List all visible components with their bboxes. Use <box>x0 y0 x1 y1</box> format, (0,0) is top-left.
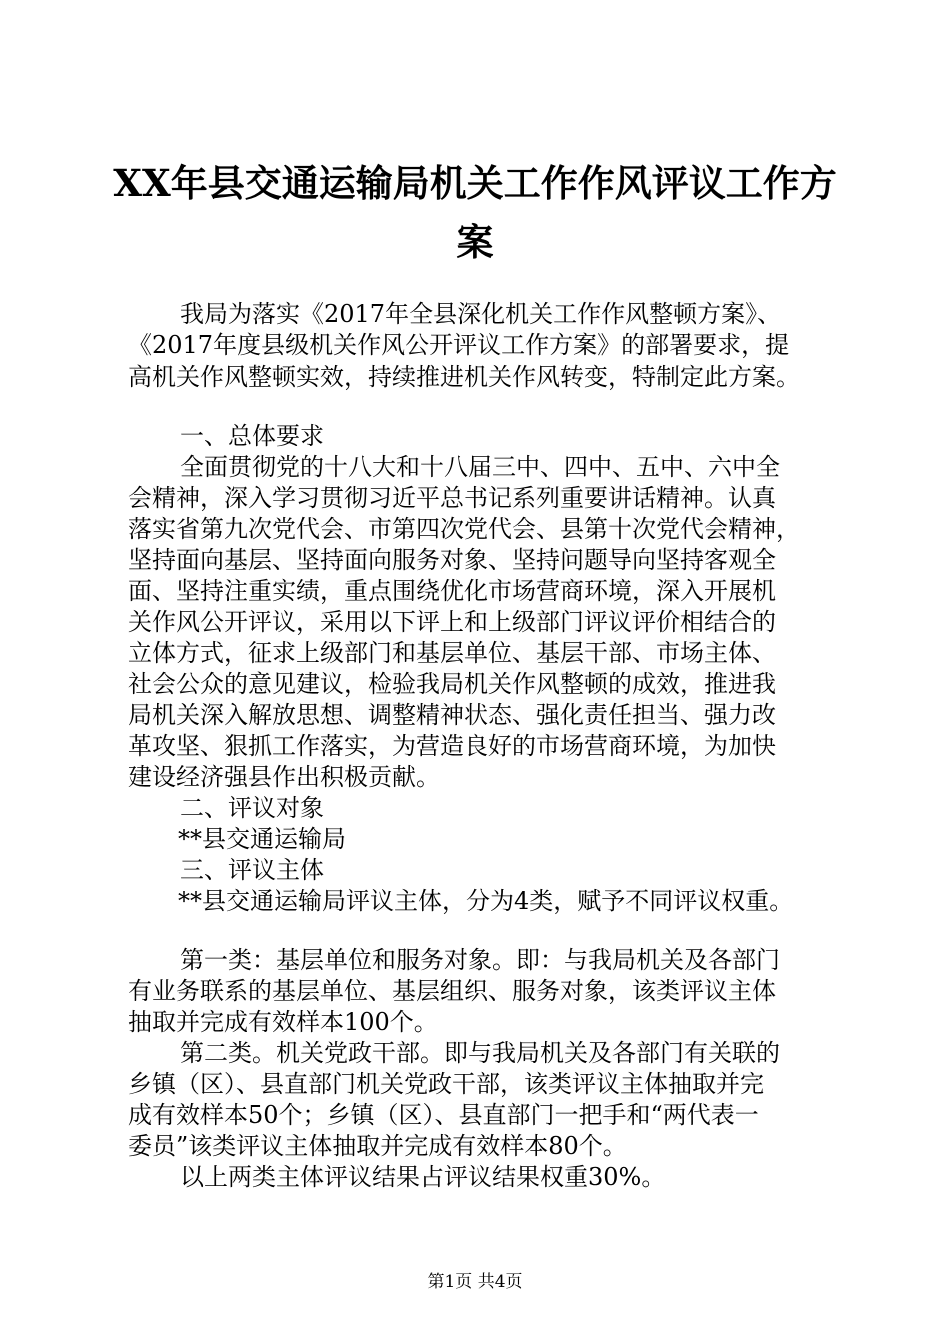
evaluation-target-text: **县交通运输局 <box>178 825 346 853</box>
evaluation-subject-summary: **县交通运输局评议主体，分为4类，赋予不同评议权重。 <box>178 887 794 915</box>
weight-summary-line: 以上两类主体评议结果占评议结果权重30%。 <box>180 1163 666 1191</box>
general-requirements-line: 面、坚持注重实绩，重点围绕优化市场营商环境，深入开展机 <box>128 577 776 605</box>
category-two-line: 第二类。机关党政干部。即与我局机关及各部门有关联的 <box>180 1039 780 1067</box>
page-number-footer: 第1页 共4页 <box>427 1272 523 1292</box>
document-title-line-1: XX年县交通运输局机关工作作风评议工作方 <box>113 161 837 205</box>
general-requirements-line: 革攻坚、狠抓工作落实，为营造良好的市场营商环境，为加快 <box>128 732 776 760</box>
general-requirements-line: 局机关深入解放思想、调整精神状态、强化责任担当、强力改 <box>128 701 776 729</box>
section-heading-evaluation-subject: 三、评议主体 <box>180 856 324 884</box>
general-requirements-line: 落实省第九次党代会、市第四次党代会、县第十次党代会精神， <box>128 515 800 543</box>
category-one-line: 第一类：基层单位和服务对象。即：与我局机关及各部门 <box>180 946 780 974</box>
section-heading-general-requirements: 一、总体要求 <box>180 422 324 450</box>
intro-paragraph-line: 高机关作风整顿实效，持续推进机关作风转变，特制定此方案。 <box>128 363 800 391</box>
section-heading-evaluation-target: 二、评议对象 <box>180 794 324 822</box>
document-title-line-2: 案 <box>456 220 494 264</box>
general-requirements-line: 坚持面向基层、坚持面向服务对象、坚持问题导向坚持客观全 <box>128 546 776 574</box>
general-requirements-line: 会精神，深入学习贯彻习近平总书记系列重要讲话精神。认真 <box>128 484 776 512</box>
category-one-line: 抽取并完成有效样本100个。 <box>128 1008 438 1036</box>
general-requirements-line: 建设经济强县作出积极贡献。 <box>128 763 440 791</box>
category-two-line: 乡镇（区）、县直部门机关党政干部，该类评议主体抽取并完 <box>128 1070 764 1098</box>
general-requirements-line: 立体方式，征求上级部门和基层单位、基层干部、市场主体、 <box>128 639 776 667</box>
general-requirements-line: 社会公众的意见建议，检验我局机关作风整顿的成效，推进我 <box>128 670 776 698</box>
general-requirements-line: 全面贯彻党的十八大和十八届三中、四中、五中、六中全 <box>180 453 780 481</box>
intro-paragraph-line: 我局为落实《2017年全县深化机关工作作风整顿方案》、 <box>180 300 782 328</box>
category-one-line: 有业务联系的基层单位、基层组织、服务对象，该类评议主体 <box>128 977 776 1005</box>
general-requirements-line: 关作风公开评议，采用以下评上和上级部门评议评价相结合的 <box>128 608 776 636</box>
intro-paragraph-line: 《2017年度县级机关作风公开评议工作方案》的部署要求，提 <box>128 331 790 359</box>
category-two-line: 成有效样本50个；乡镇（区）、县直部门一把手和“两代表一 <box>128 1101 759 1129</box>
category-two-line: 委员”该类评议主体抽取并完成有效样本80个。 <box>128 1132 627 1160</box>
